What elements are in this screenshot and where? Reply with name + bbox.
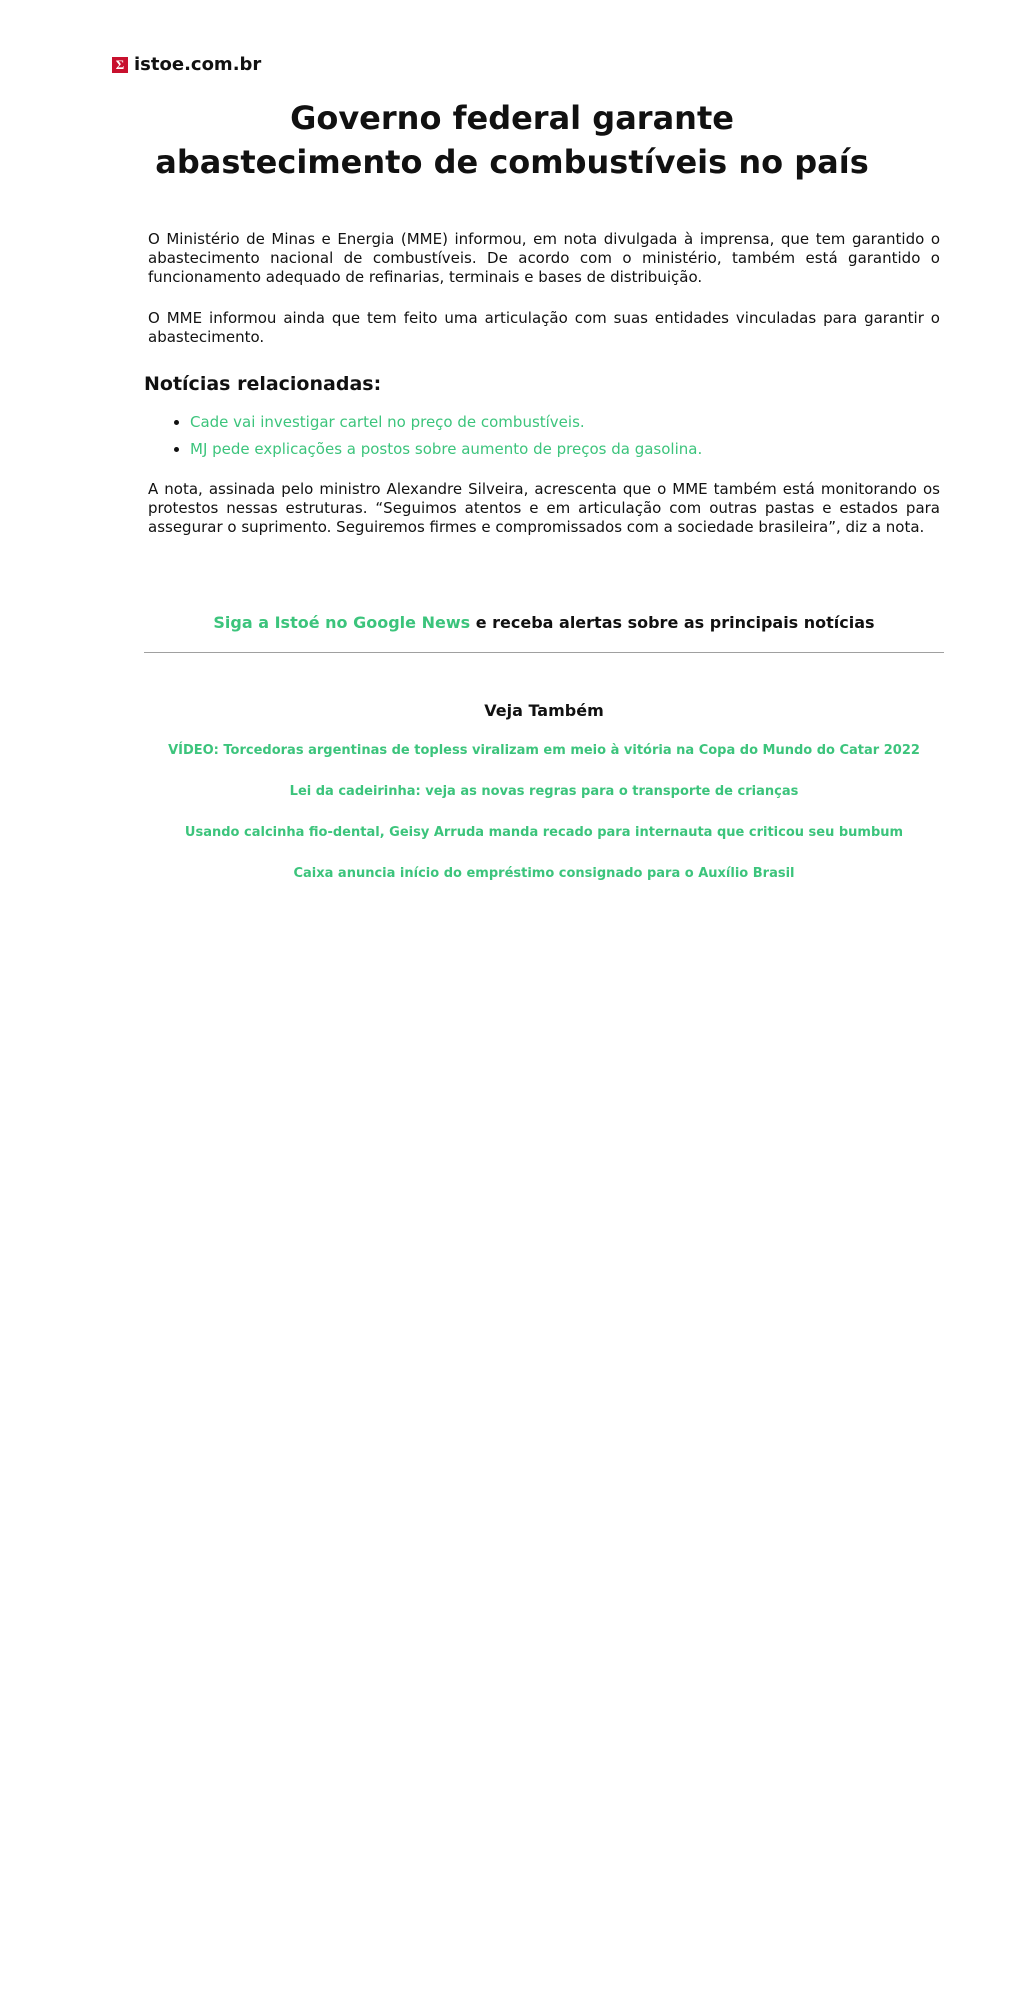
see-also-link-geisy-arruda[interactable]: Usando calcinha fio-dental, Geisy Arruda manda recado para internauta que criticou seu bumbum [184, 825, 904, 840]
related-news-link-mj[interactable]: MJ pede explicações a postos sobre aumento de preços da gasolina. [190, 440, 703, 458]
see-also-heading: Veja Também [484, 701, 604, 720]
site-name[interactable]: istoe.com.br [134, 54, 262, 75]
google-news-link[interactable]: Siga a Istoé no Google News [213, 613, 471, 632]
site-header [112, 54, 261, 75]
section-divider [144, 652, 944, 653]
related-news-heading: Notícias relacionadas: [144, 373, 382, 395]
article-paragraph-1: O Ministério de Minas e Energia (MME) informou, em nota divulgada à imprensa, que tem garantido o abastecimento nacional de combustíveis. De acordo com o ministério, também está garantido o funcionamento adequado de refinarias, terminais e bases de distribuição. [148, 230, 940, 286]
related-news-item [190, 440, 940, 458]
see-also-section [144, 700, 944, 904]
article-paragraph-2: O MME informou ainda que tem feito uma articulação com suas entidades vinculadas para garantir o abastecimento. [148, 309, 940, 346]
related-news-item [190, 413, 940, 431]
see-also-list [144, 740, 944, 883]
see-also-link-auxilio-brasil[interactable]: Caixa anuncia início do empréstimo consignado para o Auxílio Brasil [293, 866, 795, 881]
related-news-list [148, 413, 940, 458]
article-title: Governo federal garante abastecimento de combustíveis no país [155, 99, 869, 181]
site-logo-icon[interactable]: Σ [112, 57, 128, 73]
see-also-item [144, 822, 944, 842]
see-also-item [144, 863, 944, 883]
article-paragraph-3: A nota, assinada pelo ministro Alexandre Silveira, acrescenta que o MME também está monitorando os protestos nessas estruturas. “Seguimos atentos e em articulação com outras pastas e estados para assegurar o suprimento. Seguiremos firmes e compromissados com a sociedade brasileira”, diz a nota. [148, 480, 940, 536]
google-news-promo [144, 612, 944, 634]
see-also-link-lei-cadeirinha[interactable]: Lei da cadeirinha: veja as novas regras para o transporte de crianças [289, 784, 799, 799]
see-also-item [144, 740, 944, 760]
article-body [144, 230, 940, 537]
related-news-link-cade[interactable]: Cade vai investigar cartel no preço de combustíveis. [190, 413, 585, 431]
see-also-item [144, 781, 944, 801]
see-also-link-video-torcedoras[interactable]: VÍDEO: Torcedoras argentinas de topless viralizam em meio à vitória na Copa do Mundo do Catar 2022 [168, 743, 920, 758]
google-news-promo-text: e receba alertas sobre as principais notícias [470, 613, 875, 632]
